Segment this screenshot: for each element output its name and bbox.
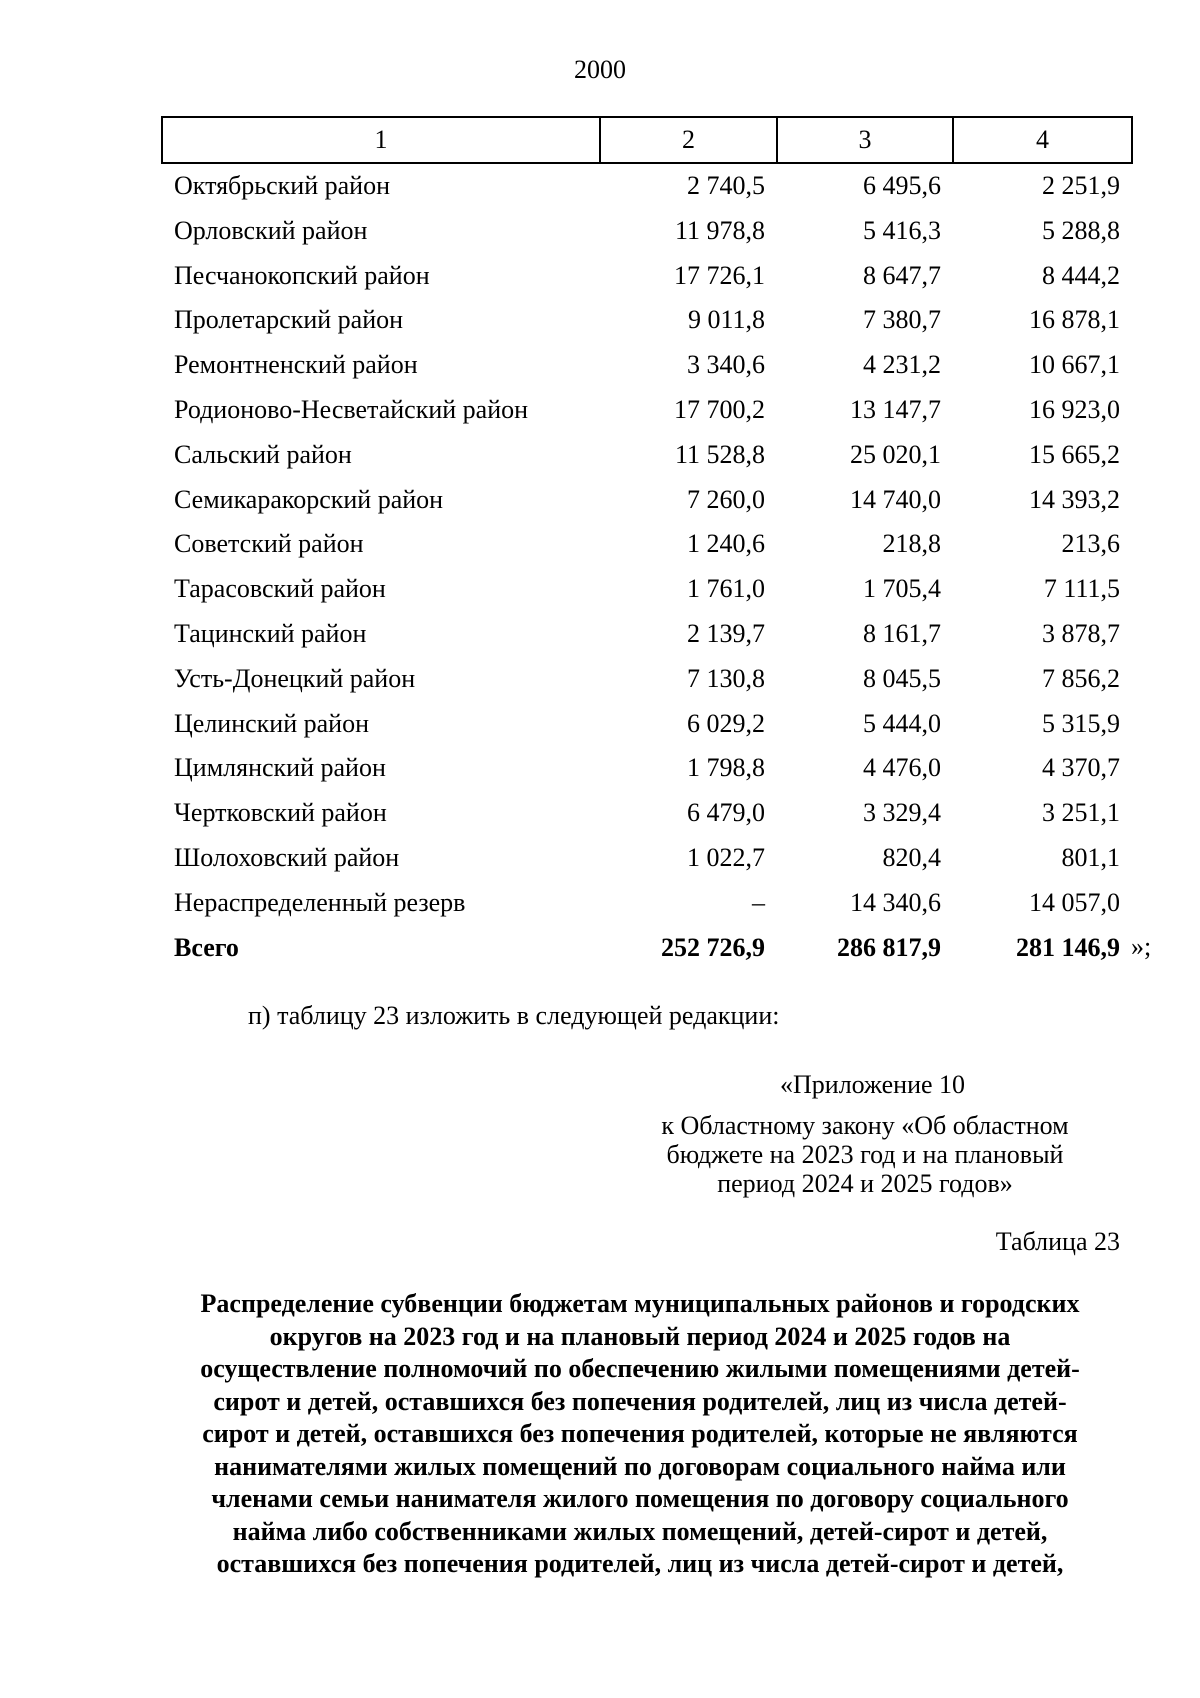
district-name-cell: Сальский район — [174, 439, 352, 469]
district-name-cell: Песчанокопский район — [174, 260, 430, 290]
value-2024-cell: 218,8 — [882, 529, 941, 559]
total-label-cell: Всего — [174, 932, 239, 962]
value-2023-cell: 2 740,5 — [687, 171, 765, 200]
district-name-cell: Тацинский район — [174, 618, 367, 648]
table-row — [162, 881, 1132, 926]
value-2023-cell: 6 029,2 — [687, 708, 765, 738]
title-line: округов на 2023 год и на плановый период 2024 и 2025 годов на — [269, 1321, 1011, 1351]
value-2024-cell: 4 231,2 — [863, 350, 941, 380]
closing-quote-mark: »; — [1131, 932, 1152, 961]
table-row — [162, 746, 1132, 791]
title-line: оставшихся без попечения родителей, лиц из числа детей-сирот и детей, — [216, 1549, 1064, 1578]
title-line: найма либо собственниками жилых помещений, детей-сирот и детей, — [232, 1516, 1048, 1546]
table-row — [162, 209, 1132, 254]
title-line: сирот и детей, оставшихся без попечения родителей, лиц из числа детей- — [213, 1386, 1067, 1416]
table-title — [150, 1288, 1130, 1581]
district-name-cell: Семикаракорский район — [174, 484, 444, 514]
table-row — [162, 163, 1132, 209]
value-2024-cell: 1 705,4 — [863, 574, 941, 604]
table-body — [162, 163, 1132, 970]
table-header-row — [162, 117, 1132, 163]
value-2025-cell: 3 251,1 — [1042, 798, 1120, 828]
value-2025-cell: 3 878,7 — [1042, 618, 1120, 648]
amendment-instruction: п) таблицу 23 изложить в следующей редакции: — [248, 1001, 780, 1030]
value-2025-cell: 15 665,2 — [1029, 439, 1120, 469]
total-value-cell: 281 146,9 — [1016, 932, 1120, 962]
table-number: Таблица 23 — [995, 1227, 1120, 1256]
value-2024-cell: 5 416,3 — [863, 215, 941, 245]
district-name-cell: Советский район — [174, 529, 364, 559]
title-line: осуществление полномочий по обеспечению жилыми помещениями детей- — [200, 1354, 1080, 1383]
table-row — [162, 836, 1132, 881]
district-name-cell: Родионово-Несветайский район — [174, 394, 529, 424]
value-2024-cell: 7 380,7 — [863, 305, 941, 335]
value-2025-cell: 2 251,9 — [1042, 171, 1120, 200]
law-reference — [630, 1111, 1100, 1198]
value-2023-cell: 9 011,8 — [687, 305, 765, 335]
value-2024-cell: 14 340,6 — [850, 887, 941, 917]
district-name-cell: Целинский район — [174, 708, 369, 738]
value-2023-cell: 17 726,1 — [674, 260, 765, 290]
value-2023-cell: 7 260,0 — [687, 484, 765, 514]
title-line: сирот и детей, оставшихся без попечения родителей, которые не являются — [202, 1419, 1078, 1448]
table-row — [162, 433, 1132, 478]
law-reference-line: период 2024 и 2025 годов» — [717, 1169, 1013, 1198]
value-2024-cell: 8 647,7 — [863, 260, 941, 290]
value-2024-cell: 5 444,0 — [863, 708, 941, 738]
table-row — [162, 343, 1132, 388]
value-2024-cell: 8 045,5 — [863, 663, 941, 693]
column-header-3: 3 — [777, 117, 953, 163]
value-2023-cell: 1 022,7 — [687, 842, 765, 872]
column-header-1: 1 — [162, 117, 600, 163]
appendix-header: «Приложение 10 — [780, 1070, 966, 1099]
column-header-2: 2 — [600, 117, 777, 163]
title-line: Распределение субвенции бюджетам муниципальных районов и городских — [200, 1289, 1080, 1318]
table-row — [162, 522, 1132, 567]
district-name-cell: Пролетарский район — [174, 305, 404, 335]
value-2024-cell: 13 147,7 — [850, 394, 941, 424]
value-2023-cell: 11 978,8 — [674, 215, 765, 245]
district-name-cell: Орловский район — [174, 215, 368, 245]
value-2024-cell: 6 495,6 — [863, 171, 941, 200]
value-2025-cell: 213,6 — [1061, 529, 1120, 559]
value-2025-cell: 5 315,9 — [1042, 708, 1120, 738]
value-2025-cell: 14 057,0 — [1029, 887, 1120, 917]
district-name-cell: Тарасовский район — [174, 574, 386, 604]
column-header-4: 4 — [953, 117, 1132, 163]
district-name-cell: Усть-Донецкий район — [174, 663, 416, 693]
value-2024-cell: 4 476,0 — [863, 753, 941, 783]
title-line: членами семьи нанимателя жилого помещения по договору социального — [211, 1484, 1069, 1513]
district-name-cell: Шолоховский район — [174, 842, 400, 872]
total-row — [162, 926, 1132, 971]
table-row — [162, 702, 1132, 747]
total-value-cell: 286 817,9 — [837, 932, 941, 962]
value-2023-cell: 1 240,6 — [687, 529, 765, 559]
value-2025-cell: 14 393,2 — [1029, 484, 1120, 514]
table-row — [162, 254, 1132, 299]
table-row — [162, 388, 1132, 433]
value-2024-cell: 820,4 — [882, 842, 941, 872]
value-2023-cell: – — [752, 887, 765, 917]
law-reference-line: бюджете на 2023 год и на плановый — [666, 1140, 1064, 1169]
title-line: нанимателями жилых помещений по договорам социального найма или — [214, 1451, 1066, 1481]
subvention-table — [161, 116, 1133, 970]
table-row — [162, 567, 1132, 612]
value-2025-cell: 16 878,1 — [1029, 305, 1120, 335]
value-2025-cell: 4 370,7 — [1042, 753, 1120, 783]
table-row — [162, 657, 1132, 702]
district-name-cell: Нераспределенный резерв — [174, 887, 466, 917]
value-2023-cell: 1 761,0 — [687, 574, 765, 604]
value-2024-cell: 25 020,1 — [850, 439, 941, 469]
law-reference-line: к Областному закону «Об областном — [661, 1111, 1069, 1140]
table-row — [162, 612, 1132, 657]
district-name-cell: Октябрьский район — [174, 171, 390, 200]
district-name-cell: Чертковский район — [174, 798, 387, 828]
value-2023-cell: 1 798,8 — [687, 753, 765, 783]
value-2025-cell: 8 444,2 — [1042, 260, 1120, 290]
value-2023-cell: 3 340,6 — [687, 350, 765, 380]
table-row — [162, 478, 1132, 523]
value-2025-cell: 10 667,1 — [1029, 350, 1120, 380]
value-2023-cell: 17 700,2 — [674, 394, 765, 424]
value-2024-cell: 8 161,7 — [863, 618, 941, 648]
value-2024-cell: 14 740,0 — [850, 484, 941, 514]
value-2025-cell: 801,1 — [1061, 842, 1120, 872]
value-2025-cell: 5 288,8 — [1042, 215, 1120, 245]
value-2024-cell: 3 329,4 — [863, 798, 941, 828]
table-row — [162, 298, 1132, 343]
value-2023-cell: 6 479,0 — [687, 798, 765, 828]
value-2025-cell: 16 923,0 — [1029, 394, 1120, 424]
district-name-cell: Ремонтненский район — [174, 350, 418, 380]
value-2023-cell: 11 528,8 — [674, 439, 765, 469]
total-value-cell: 252 726,9 — [661, 932, 765, 962]
value-2023-cell: 2 139,7 — [687, 618, 765, 648]
value-2023-cell: 7 130,8 — [687, 663, 765, 693]
table-row — [162, 791, 1132, 836]
district-name-cell: Цимлянский район — [174, 753, 386, 783]
page-number: 2000 — [574, 55, 626, 84]
value-2025-cell: 7 111,5 — [1043, 574, 1120, 604]
value-2025-cell: 7 856,2 — [1042, 663, 1120, 693]
